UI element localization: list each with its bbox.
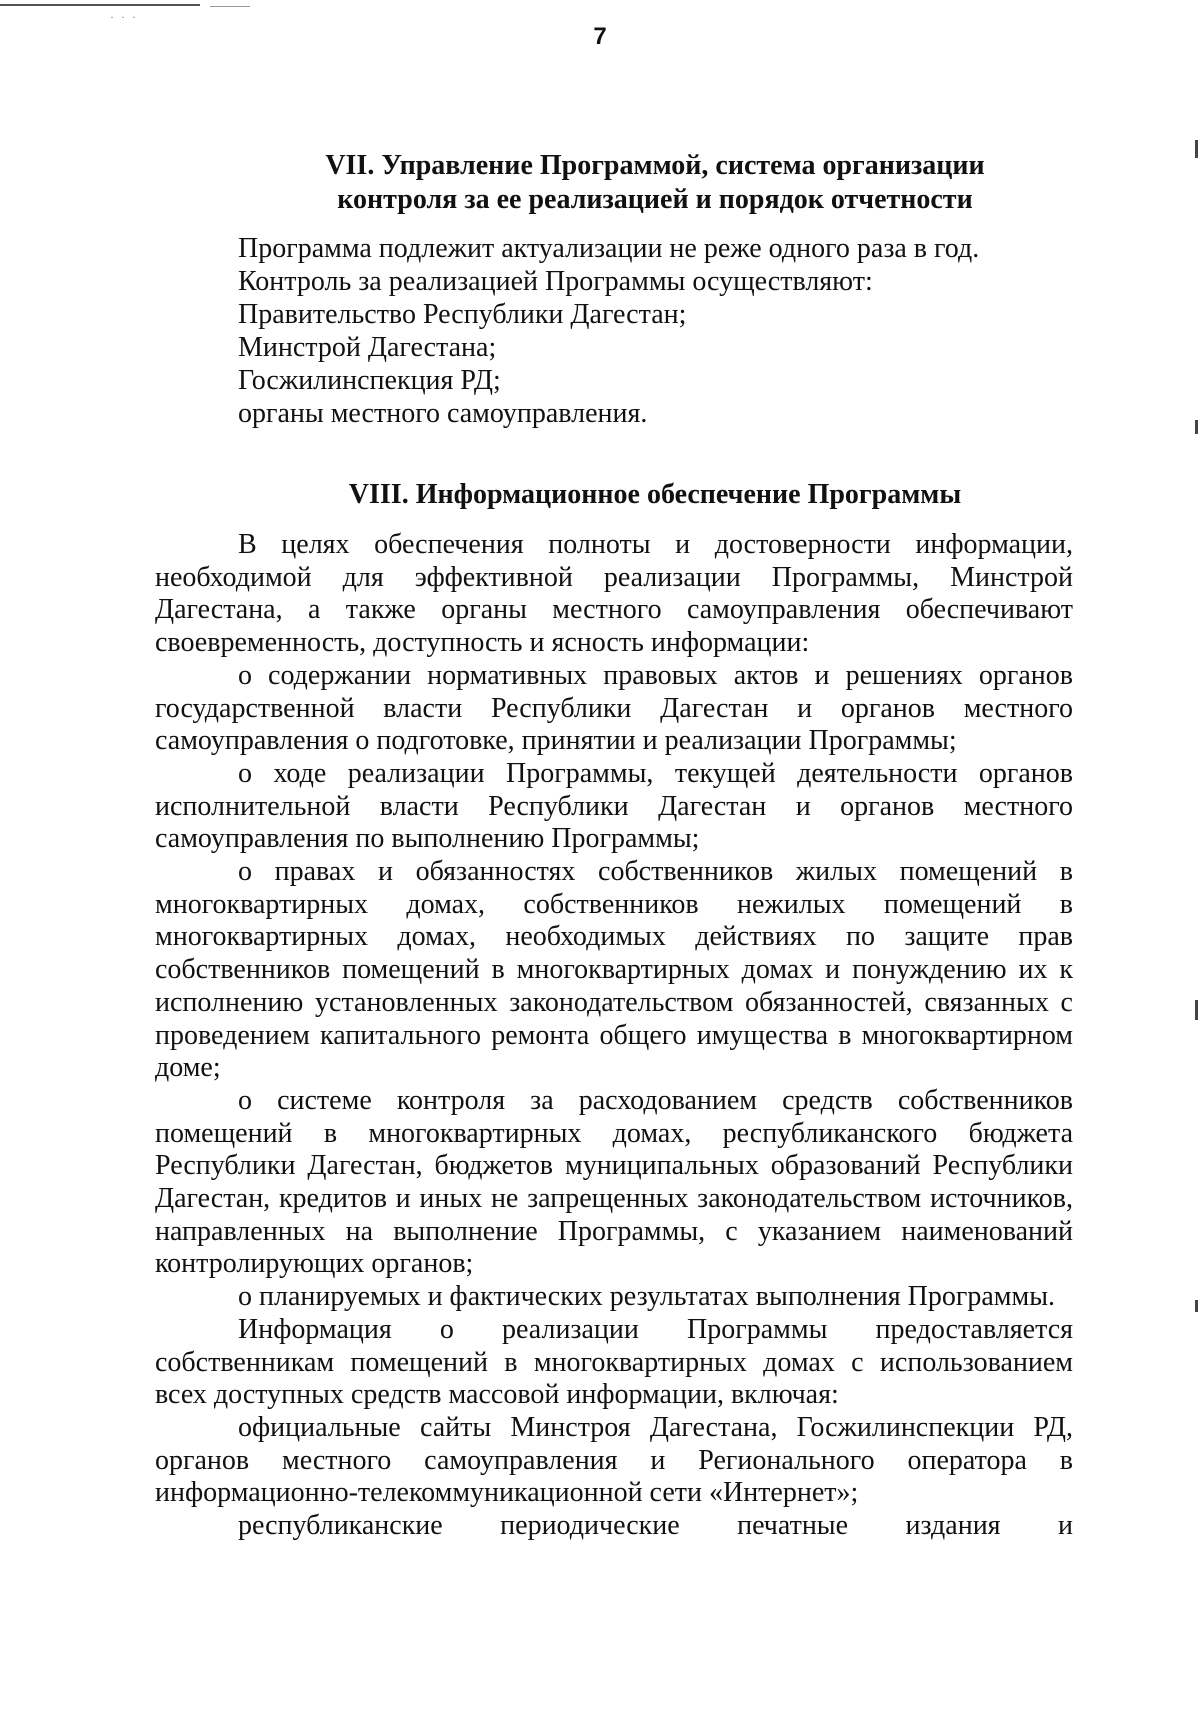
page-number: 7 bbox=[593, 23, 607, 50]
section-7-title-line-1: VII. Управление Программой, система организации bbox=[325, 150, 985, 181]
section-7-line: Госжилинспекция РД; bbox=[238, 365, 501, 396]
section-8-paragraph: о ходе реализации Программы, текущей деятельности органов исполнительной власти Республики Дагестан и органов местного самоуправления по выполнению Программы; bbox=[155, 757, 1073, 855]
section-8-paragraph: о системе контроля за расходованием средств собственников помещений в многоквартирных домах, республиканского бюджета Республики Дагестан, бюджетов муниципальных образований Республики Дагестан, кредитов и иных не запрещенных законодательством источников, направленных на выполнение Программы, с указанием наименований контролирующих органов; bbox=[155, 1084, 1073, 1280]
section-8-paragraph: о правах и обязанностях собственников жилых помещений в многоквартирных домах, собственников нежилых помещений в многоквартирных домах, необходимых действиях по защите прав собственников помещений в многоквартирных домах и понуждению их к исполнению установленных законодательством обязанностей, связанных с проведением капитального ремонта общего имущества в многоквартирном доме; bbox=[155, 856, 1073, 1084]
scan-edge-mark bbox=[1195, 1000, 1198, 1020]
section-8-title: VIII. Информационное обеспечение Программы bbox=[348, 479, 962, 510]
section-8-paragraph: Информация о реализации Программы предоставляется собственникам помещений в многоквартирных домах с использованием всех доступных средств массовой информации, включая: bbox=[155, 1313, 1073, 1411]
section-7-line: Минстрой Дагестана; bbox=[238, 332, 497, 363]
section-8-paragraph: официальные сайты Минстроя Дагестана, Госжилинспекции РД, органов местного самоуправления и Регионального оператора в информационно-телекоммуникационной сети «Интернет»; bbox=[155, 1411, 1073, 1509]
section-7-line: Контроль за реализацией Программы осуществляют: bbox=[238, 266, 873, 297]
scan-edge-mark bbox=[1195, 140, 1198, 158]
scan-edge-mark bbox=[1195, 1300, 1198, 1312]
section-7-line: Правительство Республики Дагестан; bbox=[238, 299, 687, 330]
section-7-body bbox=[238, 232, 1138, 430]
section-7-title bbox=[150, 149, 1160, 217]
scan-artifact: · · · bbox=[110, 10, 138, 24]
section-7-line: Программа подлежит актуализации не реже одного раза в год. bbox=[238, 233, 980, 264]
section-8-paragraph: республиканские периодические печатные издания и bbox=[238, 1510, 1073, 1542]
scan-edge-mark bbox=[210, 6, 250, 7]
section-8-paragraph: о содержании нормативных правовых актов и решениях органов государственной власти Республики Дагестан и органов местного самоуправления о подготовке, принятии и реализации Программы; bbox=[155, 659, 1073, 757]
scan-edge-mark bbox=[1195, 420, 1198, 434]
section-8-paragraph: В целях обеспечения полноты и достоверности информации, необходимой для эффективной реализации Программы, Минстрой Дагестана, а также органы местного самоуправления обеспечивают своевременность, доступность и ясность информации: bbox=[155, 529, 1073, 659]
section-8-body bbox=[155, 529, 1073, 1543]
section-7-line: органы местного самоуправления. bbox=[238, 398, 648, 429]
section-8-paragraph: о планируемых и фактических результатах выполнения Программы. bbox=[238, 1281, 1056, 1313]
section-7-title-line-2: контроля за ее реализацией и порядок отчетности bbox=[337, 184, 973, 215]
scan-edge-mark bbox=[0, 4, 200, 6]
